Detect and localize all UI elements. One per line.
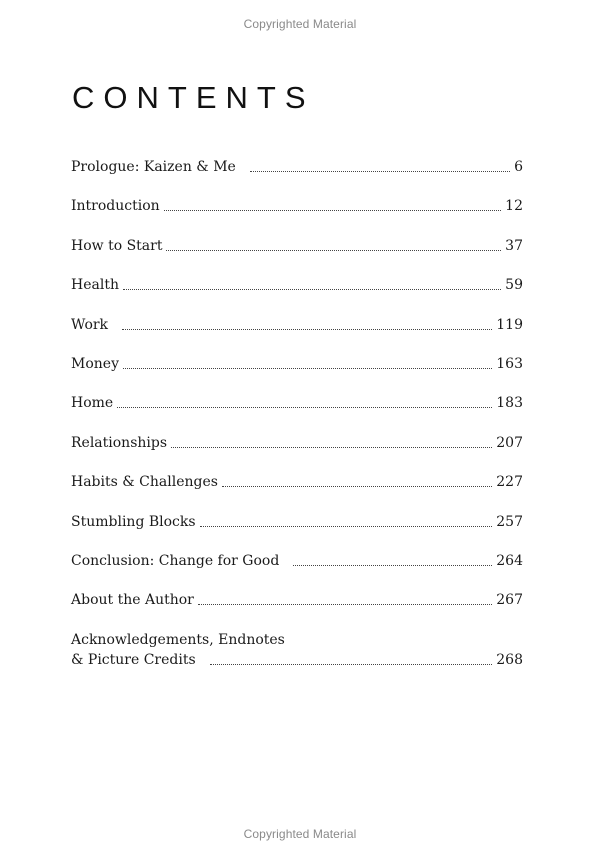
- dot-leader: [117, 407, 492, 408]
- toc-entry-relationships[interactable]: [71, 433, 523, 453]
- toc-entry-label: How to Start: [71, 237, 163, 254]
- toc-entry-label-line2: & Picture Credits: [71, 651, 196, 668]
- dot-leader: [171, 447, 492, 448]
- dot-leader: [293, 565, 492, 566]
- toc-entry-page: 6: [514, 159, 523, 175]
- toc-entry-introduction[interactable]: [71, 196, 523, 216]
- toc-entry-work[interactable]: [71, 315, 523, 335]
- toc-entry-label: Home: [71, 395, 114, 412]
- toc-entry-how-to-start[interactable]: [71, 236, 523, 256]
- table-of-contents: [71, 157, 523, 689]
- page-title: CONTENTS: [72, 80, 315, 115]
- dot-leader: [222, 486, 492, 487]
- toc-entry-label: Conclusion: Change for Good: [71, 552, 280, 569]
- toc-entry-acknowledgements[interactable]: [71, 630, 523, 670]
- toc-entry-page: 119: [496, 316, 523, 333]
- toc-entry-label: Introduction: [71, 198, 160, 215]
- watermark-bottom: Copyrighted Material: [243, 827, 357, 841]
- toc-entry-page: 37: [505, 237, 523, 254]
- toc-entry-page: 257: [496, 513, 523, 530]
- toc-entry-label: Money: [71, 355, 119, 372]
- dot-leader: [166, 250, 501, 251]
- toc-entry-label: Habits & Challenges: [71, 474, 218, 491]
- dot-leader: [123, 289, 501, 290]
- dot-leader: [164, 210, 502, 211]
- toc-entry-conclusion[interactable]: [71, 551, 523, 571]
- toc-entry-page: 264: [496, 552, 523, 569]
- toc-entry-label: Work: [71, 316, 109, 333]
- watermark-top: Copyrighted Material: [243, 17, 357, 31]
- toc-entry-page: 59: [505, 277, 523, 294]
- dot-leader: [122, 329, 492, 330]
- toc-entry-page: 267: [496, 592, 523, 609]
- toc-entry-label: Stumbling Blocks: [71, 513, 196, 530]
- toc-entry-about-author[interactable]: [71, 590, 523, 610]
- toc-entry-habits-challenges[interactable]: [71, 472, 523, 492]
- dot-leader: [210, 664, 493, 665]
- toc-entry-health[interactable]: [71, 275, 523, 295]
- dot-leader: [198, 604, 492, 605]
- toc-entry-label: Relationships: [71, 434, 168, 451]
- toc-entry-money[interactable]: [71, 354, 523, 374]
- toc-entry-page: 12: [505, 198, 523, 215]
- toc-entry-label: Prologue: Kaizen & Me: [71, 159, 236, 175]
- toc-entry-page: 207: [496, 434, 523, 451]
- toc-entry-page: 183: [496, 395, 523, 412]
- toc-entry-home[interactable]: [71, 393, 523, 413]
- toc-entry-page: 163: [496, 355, 523, 372]
- toc-entry-prologue[interactable]: [71, 157, 523, 177]
- dot-leader: [123, 368, 492, 369]
- toc-entry-page: 268: [496, 651, 523, 668]
- toc-entry-label: About the Author: [71, 592, 194, 609]
- toc-entry-stumbling-blocks[interactable]: [71, 512, 523, 532]
- dot-leader: [200, 526, 493, 527]
- dot-leader: [250, 171, 510, 172]
- toc-entry-label-line1: Acknowledgements, Endnotes: [71, 631, 285, 648]
- toc-entry-page: 227: [496, 474, 523, 491]
- toc-entry-label: Health: [71, 277, 119, 294]
